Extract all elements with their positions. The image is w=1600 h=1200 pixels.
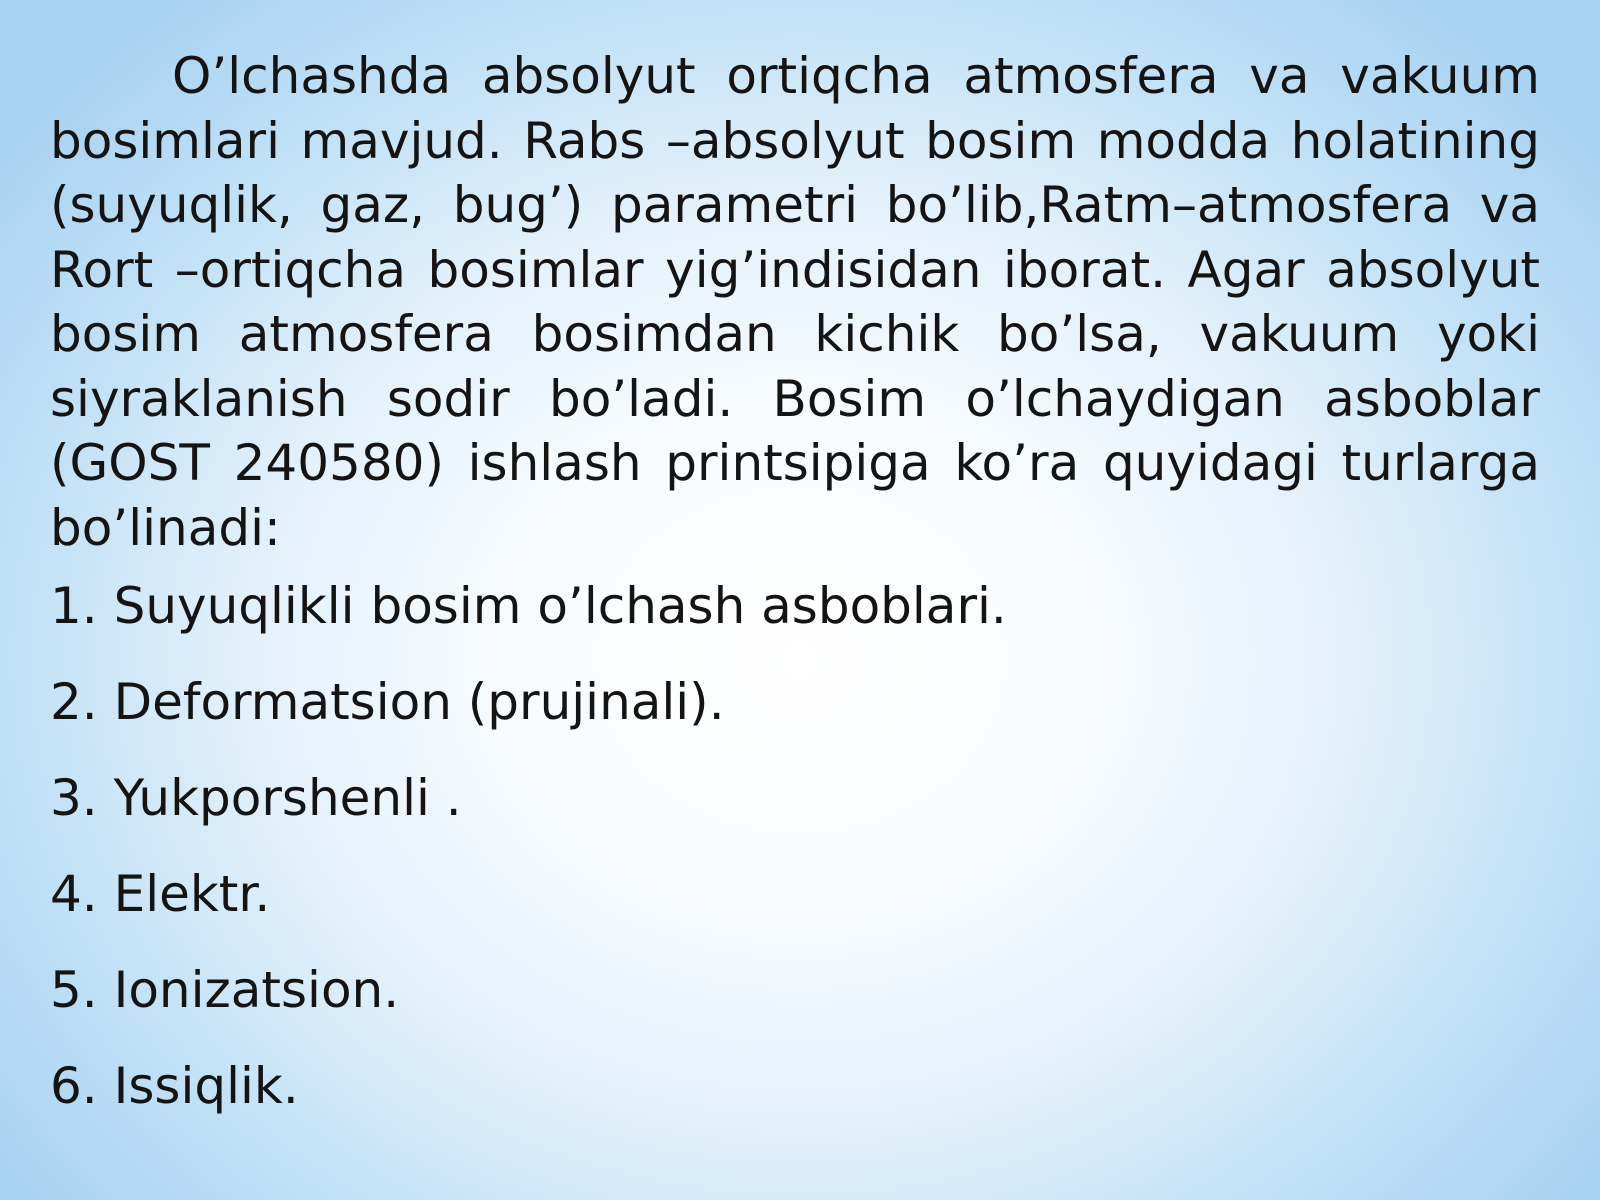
list-item: 5. Ionizatsion.: [50, 961, 400, 1019]
intro-paragraph: O’lchashda absolyut ortiqcha atmosfera va vakuum bosimlari mavjud. Rabs –absolyut bosim modda holatining (suyuqlik, gaz, bug’) parametri bo’lib,Ratm–atmosfera va Rort –ortiqcha bosimlar yig’indisidan iborat. Agar absolyut bosim atmosfera bosimdan kichik bo’lsa, vakuum yoki siyraklanish sodir bo’ladi. Bosim o’lchaydigan asboblar (GOST 240580) ishlash printsipiga ko’ra quyidagi turlarga bo’linadi:: [50, 47, 1540, 557]
list-item: 3. Yukporshenli .: [50, 769, 462, 827]
list-item: 2. Deformatsion (prujinali).: [50, 673, 725, 731]
instrument-types-list: [50, 574, 1540, 1118]
list-item: 6. Issiqlik.: [50, 1057, 299, 1115]
slide-content: [50, 44, 1540, 1150]
list-item: 1. Suyuqlikli bosim o’lchash asboblari.: [50, 577, 1007, 635]
list-item: 4. Elektr.: [50, 865, 271, 923]
